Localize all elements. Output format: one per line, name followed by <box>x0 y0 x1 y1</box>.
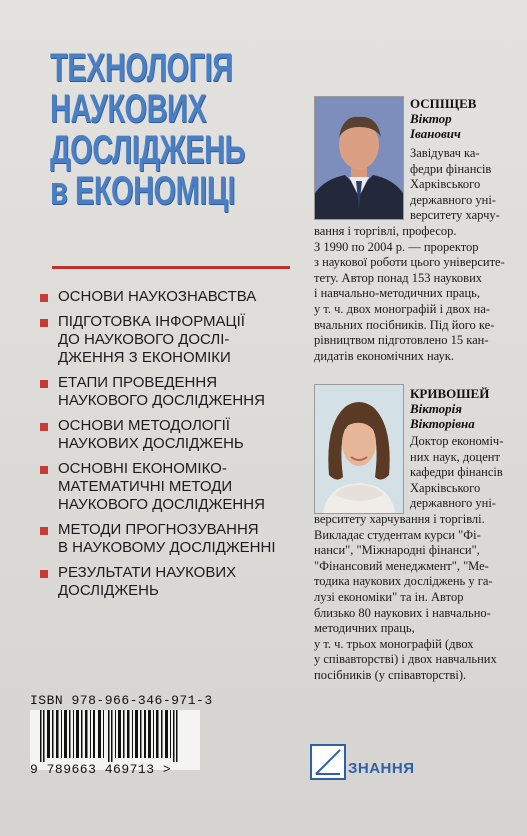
author2-first-name: Вікторія <box>410 401 462 416</box>
topic-item <box>40 417 310 453</box>
bio-line: Викладає студентам курси "Фі- <box>314 527 481 542</box>
bio-line: Харківського <box>410 480 481 495</box>
author1-bio-narrow <box>410 146 500 224</box>
author2-patronymic: Вікторівна <box>410 416 475 431</box>
author2-bio-wide <box>314 512 497 684</box>
bio-line: методичних праць, <box>314 621 415 636</box>
bio-line: лузі економіки" та ін. Автор <box>314 589 464 604</box>
publisher-logo <box>310 744 420 784</box>
bio-line: рівництвом підготовлено 15 кан- <box>314 333 489 348</box>
topic-item <box>40 288 310 306</box>
barcode <box>30 710 200 770</box>
bullet-square-icon <box>40 294 48 302</box>
barcode-icon <box>38 710 192 762</box>
isbn-text: ISBN 978-966-346-971-3 <box>30 693 213 708</box>
bio-line: у т. ч. трьох монографій (двох <box>314 636 474 651</box>
author2-bio-narrow <box>410 434 503 512</box>
author2-name <box>410 386 489 431</box>
publisher-logo-icon <box>310 744 346 780</box>
bio-line: і навчально-методичних праць, <box>314 286 480 301</box>
bio-line: верситету харчування і торгівлі. <box>314 512 485 526</box>
bio-line: дидатів економічних наук. <box>314 348 455 363</box>
author2-photo <box>314 384 404 514</box>
author2-surname: КРИВОШЕЙ <box>410 386 490 401</box>
bio-line: нанси", "Міжнародні фінанси", <box>314 543 480 558</box>
bio-line: тету. Автор понад 153 наукових <box>314 270 483 285</box>
barcode-digits: 9 789663 469713 > <box>30 762 172 777</box>
bio-line: у т. ч. двох монографій і двох на- <box>314 301 491 316</box>
woman-portrait-icon <box>315 385 403 513</box>
title-line-4: в ЕКОНОМІЦІ <box>50 169 236 213</box>
bio-line: у співавторстві) і двох навчальних <box>314 652 497 667</box>
bio-line: посібників (у співавторстві). <box>314 667 467 682</box>
topics-list <box>40 288 310 607</box>
author1-patronymic: Іванович <box>410 126 461 141</box>
topic-item <box>40 460 310 514</box>
bio-line: з наукової роботи цього університе- <box>314 255 505 270</box>
author1-surname: ОСПІЩЕВ <box>410 96 477 111</box>
topic-item <box>40 564 310 600</box>
bio-line: Завідувач ка- <box>410 146 480 160</box>
bio-line: федри фінансів <box>410 161 492 176</box>
topic-text: ОСНОВНІ ЕКОНОМІКО- МАТЕМАТИЧНІ МЕТОДИ НАУКОВОГО ДОСЛІДЖЕННЯ <box>58 460 265 513</box>
title-line-1: ТЕХНОЛОГІЯ <box>50 46 233 90</box>
topic-item <box>40 521 310 557</box>
bio-line: кафедри фінансів <box>410 465 503 480</box>
bio-line: З 1990 по 2004 р. — проректор <box>314 239 479 254</box>
bullet-square-icon <box>40 466 48 474</box>
bio-line: верситету харчу- <box>410 208 500 223</box>
bullet-square-icon <box>40 570 48 578</box>
topic-text: ПІДГОТОВКА ІНФОРМАЦІЇ ДО НАУКОВОГО ДОСЛІ- ДЖЕННЯ З ЕКОНОМІКИ <box>58 313 245 366</box>
book-title <box>50 46 245 213</box>
bullet-square-icon <box>40 380 48 388</box>
topic-text: РЕЗУЛЬТАТИ НАУКОВИХ ДОСЛІДЖЕНЬ <box>58 564 237 599</box>
bio-line: державного уні- <box>410 496 496 511</box>
author1-photo <box>314 96 404 220</box>
bullet-square-icon <box>40 319 48 327</box>
title-divider <box>52 266 290 269</box>
publisher-name: ЗНАННЯ <box>348 760 415 777</box>
title-line-2: НАУКОВИХ <box>50 87 207 131</box>
topic-text: ОСНОВИ НАУКОЗНАВСТВА <box>58 288 257 305</box>
bio-line: тодика наукових досліджень у га- <box>314 574 493 589</box>
bio-line: Харківського <box>410 177 481 192</box>
bullet-square-icon <box>40 527 48 535</box>
bio-line: державного уні- <box>410 192 496 207</box>
bio-line: Доктор економіч- <box>410 434 504 448</box>
topic-text: МЕТОДИ ПРОГНОЗУВАННЯ В НАУКОВОМУ ДОСЛІДЖЕННІ <box>58 521 276 556</box>
bullet-square-icon <box>40 423 48 431</box>
bio-line: вчальних посібників. Під його ке- <box>314 317 495 332</box>
bio-line: близько 80 наукових і навчально- <box>314 605 491 620</box>
bio-line: вання і торгівлі, професор. <box>314 224 457 238</box>
topic-text: ОСНОВИ МЕТОДОЛОГІЇ НАУКОВИХ ДОСЛІДЖЕНЬ <box>58 417 244 452</box>
man-portrait-icon <box>315 97 403 219</box>
title-line-3: ДОСЛІДЖЕНЬ <box>50 128 245 172</box>
author1-name <box>410 96 476 141</box>
bio-line: них наук, доцент <box>410 449 500 464</box>
author1-first-name: Віктор <box>410 111 452 126</box>
bio-line: "Фінансовий менеджмент", "Ме- <box>314 558 489 573</box>
topic-item <box>40 313 310 367</box>
author1-bio-wide <box>314 224 505 364</box>
topic-text: ЕТАПИ ПРОВЕДЕННЯ НАУКОВОГО ДОСЛІДЖЕННЯ <box>58 374 265 409</box>
topic-item <box>40 374 310 410</box>
